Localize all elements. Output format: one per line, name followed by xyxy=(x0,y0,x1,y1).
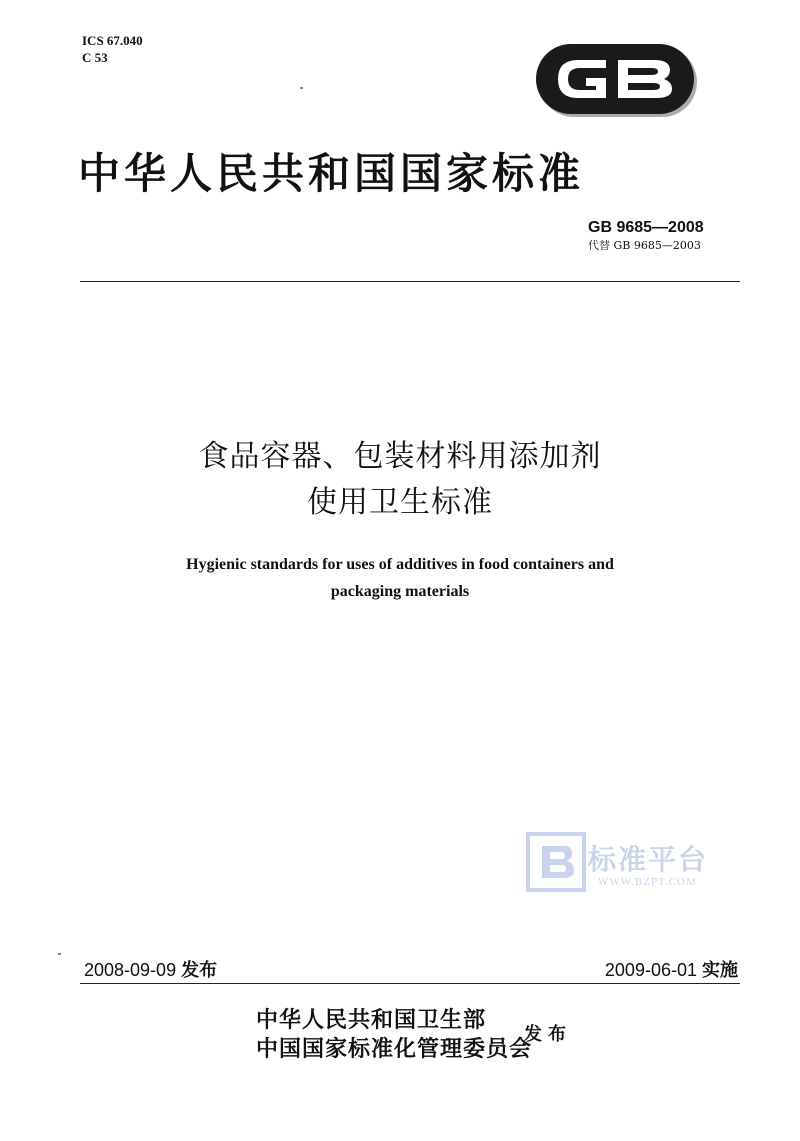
issuing-authorities xyxy=(256,1006,532,1064)
gb-logo xyxy=(536,42,698,120)
scan-speck xyxy=(300,87,303,89)
effective-date: 2009-06-01 xyxy=(604,960,697,980)
standard-number: GB 9685—2008 xyxy=(588,219,704,236)
ics-code: ICS 67.040 xyxy=(82,33,143,48)
header-divider xyxy=(80,281,740,282)
national-standard-title: 中华人民共和国国家标准 xyxy=(78,149,585,198)
title-cn-line2: 使用卫生标准 xyxy=(307,485,493,520)
effective-date-block xyxy=(605,958,738,983)
watermark-logo-icon xyxy=(526,832,586,892)
watermark-label: 标准平台 xyxy=(588,843,709,876)
title-en-line2: packaging materials xyxy=(330,583,470,600)
issuer-line1: 中华人民共和国卫生部 xyxy=(256,1007,487,1033)
standard-number-block xyxy=(588,218,738,254)
scan-speck xyxy=(58,953,61,955)
replaces-standard: 代替 GB 9685—2003 xyxy=(588,239,701,252)
issue-date: 2008-09-09 xyxy=(84,960,177,980)
issuer-line2: 中国国家标准化管理委员会 xyxy=(256,1036,533,1062)
effective-label: 实施 xyxy=(702,960,738,981)
issue-label: 发布 xyxy=(181,960,218,981)
title-cn-line1: 食品容器、包装材料用添加剂 xyxy=(198,439,602,474)
issue-date-block xyxy=(84,958,217,983)
ccs-code: C 53 xyxy=(82,50,108,65)
title-en-line1: Hygienic standards for uses of additives in food containers and xyxy=(186,556,614,573)
classification-codes xyxy=(82,32,143,66)
publish-label: 发布 xyxy=(524,1024,572,1045)
footer-divider xyxy=(80,983,740,984)
watermark xyxy=(526,832,726,894)
watermark-url: WWW.BZPT.COM xyxy=(598,876,697,888)
